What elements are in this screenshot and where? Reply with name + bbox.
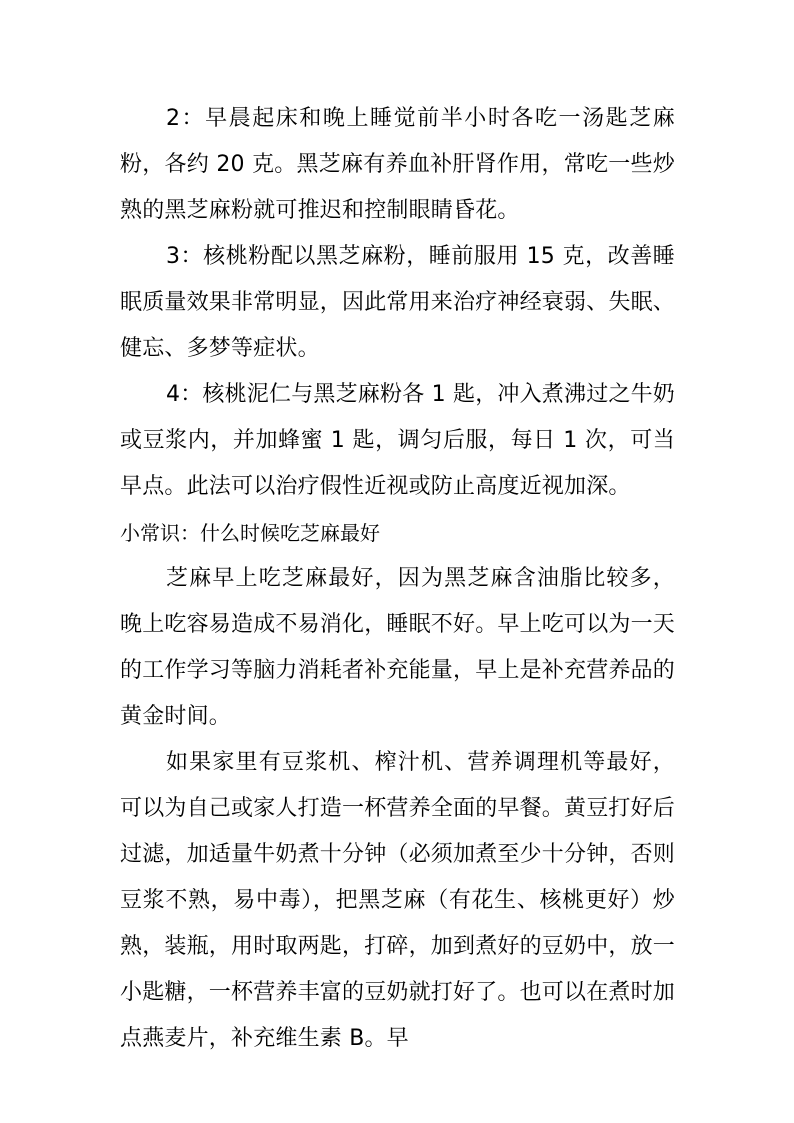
paragraph-tip-4: 4：核桃泥仁与黑芝麻粉各 1 匙，冲入煮沸过之牛奶或豆浆内，并加蜂蜜 1 匙，调匀后服，每日 1 次，可当早点。此法可以治疗假性近视或防止高度近视加深。 (120, 382, 675, 499)
paragraph-best-time: 芝麻早上吃芝麻最好，因为黑芝麻含油脂比较多，晚上吃容易造成不易消化，睡眠不好。早上吃可以为一天的工作学习等脑力消耗者补充能量，早上是补充营养品的黄金时间。 (120, 566, 676, 729)
section-heading: 小常识：什么时候吃芝麻最好 (120, 521, 380, 545)
document-page (120, 96, 675, 1062)
paragraph-breakfast-recipe: 如果家里有豆浆机、榨汁机、营养调理机等最好，可以为自己或家人打造一杯营养全面的早餐。黄豆打好后过滤，加适量牛奶煮十分钟（必须加煮至少十分钟，否则豆浆不熟，易中毒），把黑芝麻（有花生、核桃更好）炒熟，装瓶，用时取两匙，打碎，加到煮好的豆奶中，放一小匙糖，一杯营养丰富的豆奶就打好了。也可以在煮时加点燕麦片，补充维生素 B。早 (120, 750, 676, 1051)
paragraph-tip-2: 2：早晨起床和晚上睡觉前半小时各吃一汤匙芝麻粉，各约 20 克。黑芝麻有养血补肝肾作用，常吃一些炒熟的黑芝麻粉就可推迟和控制眼睛昏花。 (120, 106, 675, 223)
paragraph-tip-3: 3：核桃粉配以黑芝麻粉，睡前服用 15 克，改善睡眠质量效果非常明显，因此常用来治疗神经衰弱、失眠、健忘、多梦等症状。 (120, 244, 676, 361)
